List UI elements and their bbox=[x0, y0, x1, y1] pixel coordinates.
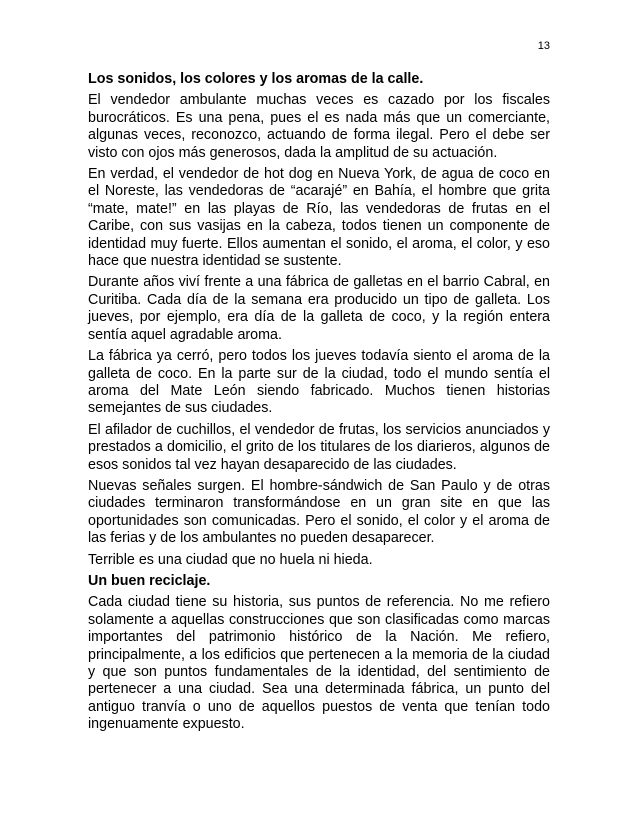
page-number: 13 bbox=[537, 40, 550, 52]
paragraph: Terrible es una ciudad que no huela ni hieda. bbox=[88, 551, 373, 568]
paragraph: Cada ciudad tiene su historia, sus puntos de referencia. No me refiero solamente a aquellas construcciones que son clasificadas como marcas importantes del patrimonio histórico de la Nación. Me refiero, principalmente, a los edificios que pertenecen a la memoria de la ciudad y que son puntos fundamentales de la identidad, del sentimiento de pertenecer a una ciudad. Sea una determinada fábrica, un punto del antiguo tranvía o uno de aquellos puestos de venta que tenían todo ingenuamente expuesto. bbox=[88, 594, 550, 733]
paragraph: La fábrica ya cerró, pero todos los jueves todavía siento el aroma de la galleta de coco. En la parte sur de la ciudad, todo el mundo sentía el aroma del Mate León siendo fabricado. Muchos tienen historias semejantes de sus ciudades. bbox=[88, 348, 550, 417]
section-heading: Los sonidos, los colores y los aromas de la calle. bbox=[88, 71, 424, 87]
paragraph: El vendedor ambulante muchas veces es cazado por los fiscales burocráticos. Es una pena, pues el es nada más que un comerciante, algunas veces, reconozco, actuando de forma ilegal. Pero el debe ser visto con ojos más generosos, dada la amplitud de su actuación. bbox=[88, 92, 550, 161]
section-heading: Un buen reciclaje. bbox=[88, 572, 211, 589]
paragraph: Nuevas señales surgen. El hombre-sándwich de San Paulo y de otras ciudades terminaron transformándose en un gran site en que las oportunidades son comunicadas. Pero el sonido, el color y el aroma de las ferias y de los ambulantes no pueden desaparecer. bbox=[88, 477, 550, 547]
page-content bbox=[88, 71, 550, 738]
paragraph: En verdad, el vendedor de hot dog en Nueva York, de agua de coco en el Noreste, las vendedoras de “acarajé” en Bahía, el hombre que grita “mate, mate!” en las playas de Río, las vendedoras de frutas en el Caribe, con sus vasijas en la cabeza, todos tienen un componente de identidad muy fuerte. Ellos aumentan el sonido, el aroma, el color, y eso hace que nuestra identidad se sustente. bbox=[88, 166, 550, 270]
paragraph: El afilador de cuchillos, el vendedor de frutas, los servicios anunciados y prestados a domicilio, el grito de los titulares de los diarieros, algunos de esos sonidos tal vez hayan desaparecido de las ciudades. bbox=[88, 421, 550, 473]
paragraph: Durante años viví frente a una fábrica de galletas en el barrio Cabral, en Curitiba. Cada día de la semana era producido un tipo de galleta. Los jueves, por ejemplo, era día de la galleta de coco, y la región entera sentía aquel agradable aroma. bbox=[88, 274, 550, 343]
